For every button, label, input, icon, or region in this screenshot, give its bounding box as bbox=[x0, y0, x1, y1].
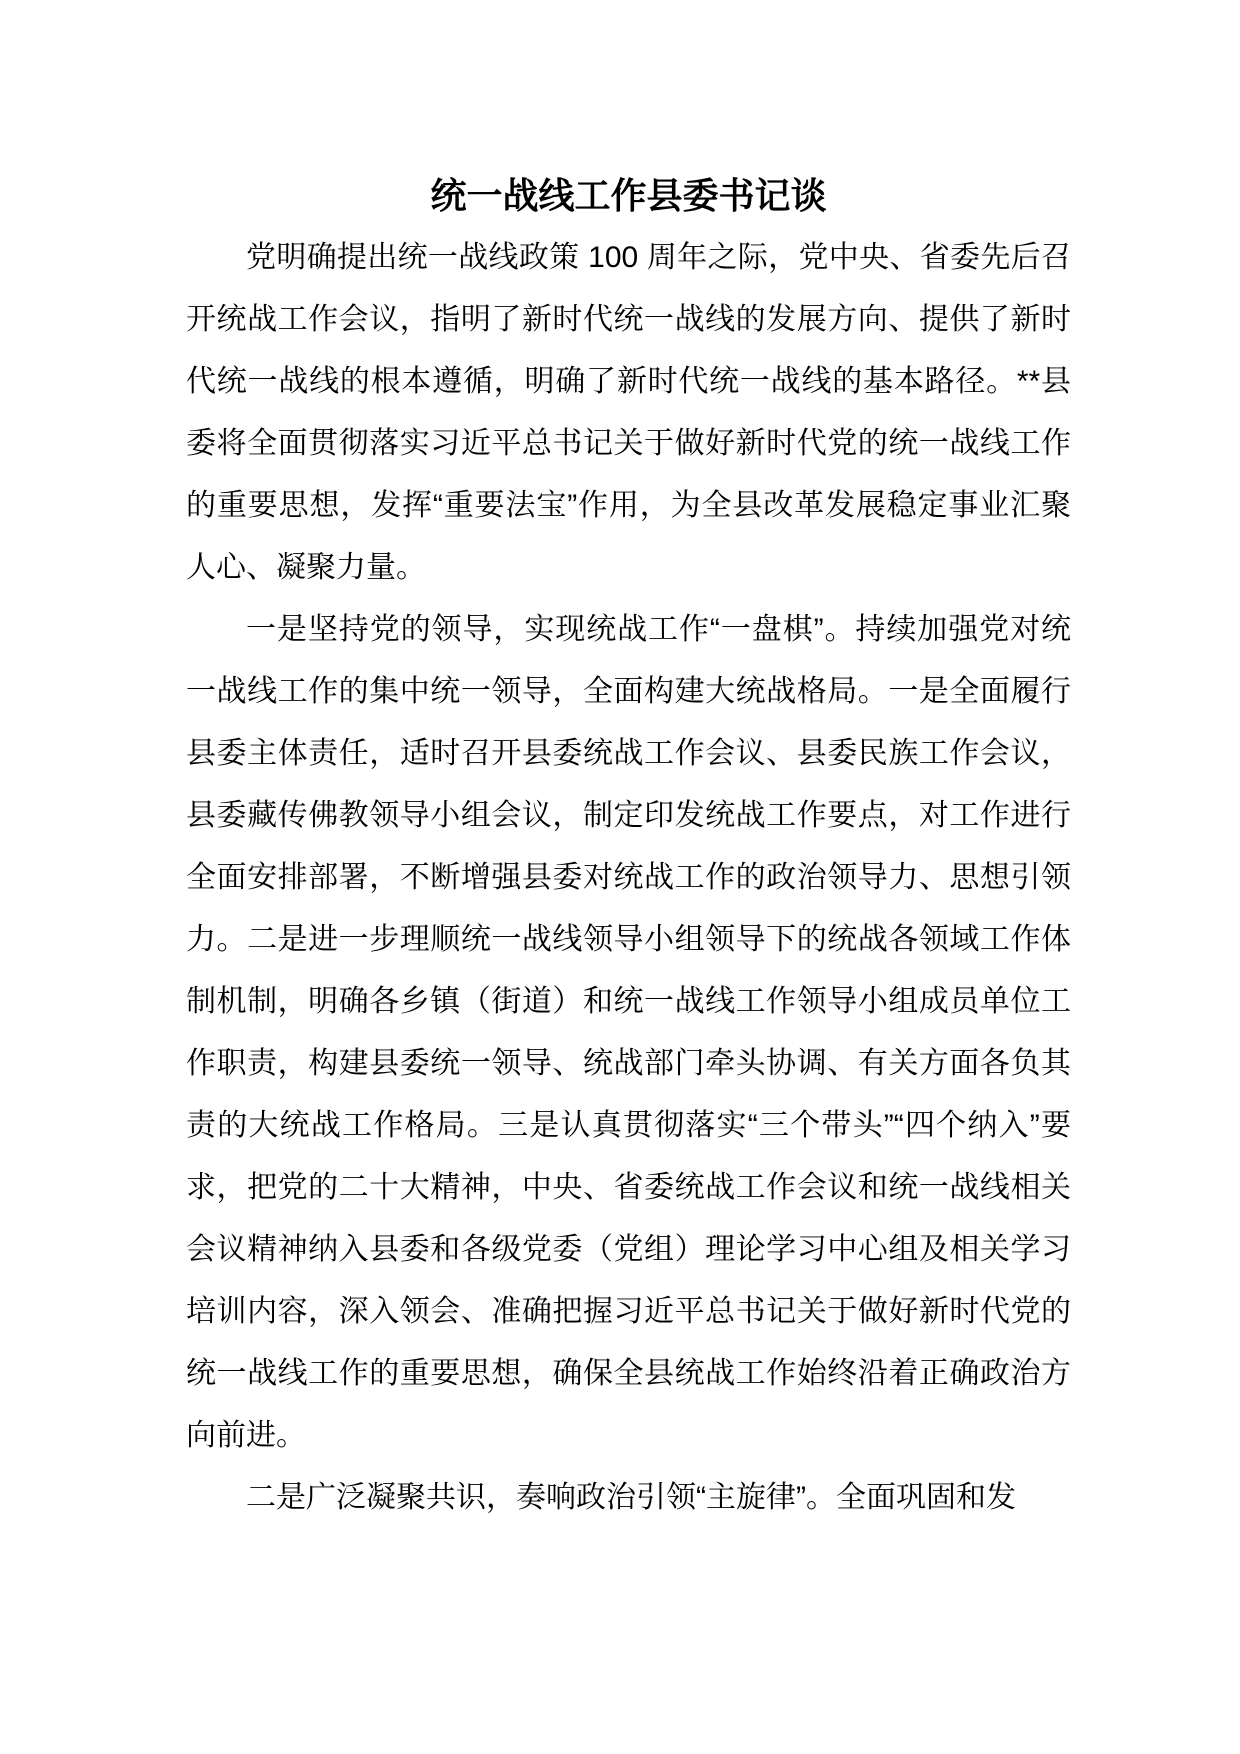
paragraph: 一是坚持党的领导，实现统战工作“一盘棋”。持续加强党对统一战线工作的集中统一领导，全面构建大统战格局。一是全面履行县委主体责任，适时召开县委统战工作会议、县委民族工作会议，县委藏传佛教领导小组会议，制定印发统战工作要点，对工作进行全面安排部署，不断增强县委对统战工作的政治领导力、思想引领力。二是进一步理顺统一战线领导小组领导下的统战各领域工作体制机制，明确各乡镇（街道）和统一战线工作领导小组成员单位工作职责，构建县委统一领导、统战部门牵头协调、有关方面各负其责的大统战工作格局。三是认真贯彻落实“三个带头”“四个纳入”要求，把党的二十大精神，中央、省委统战工作会议和统一战线相关会议精神纳入县委和各级党委（党组）理论学习中心组及相关学习培训内容，深入领会、准确把握习近平总书记关于做好新时代党的统一战线工作的重要思想，确保全县统战工作始终沿着正确政治方向前进。 bbox=[186, 613, 1071, 1452]
document-body bbox=[186, 227, 1071, 1529]
document-title: 统一战线工作县委书记谈 bbox=[430, 175, 827, 216]
paragraph: 二是广泛凝聚共识，奏响政治引领“主旋律”。全面巩固和发 bbox=[246, 1481, 1016, 1514]
paragraph: 党明确提出统一战线政策 100 周年之际，党中央、省委先后召开统战工作会议，指明了新时代统一战线的发展方向、提供了新时代统一战线的根本遵循，明确了新时代统一战线的基本路径。**县委将全面贯彻落实习近平总书记关于做好新时代党的统一战线工作的重要思想，发挥“重要法宝”作用，为全县改革发展稳定事业汇聚人心、凝聚力量。 bbox=[186, 241, 1071, 584]
